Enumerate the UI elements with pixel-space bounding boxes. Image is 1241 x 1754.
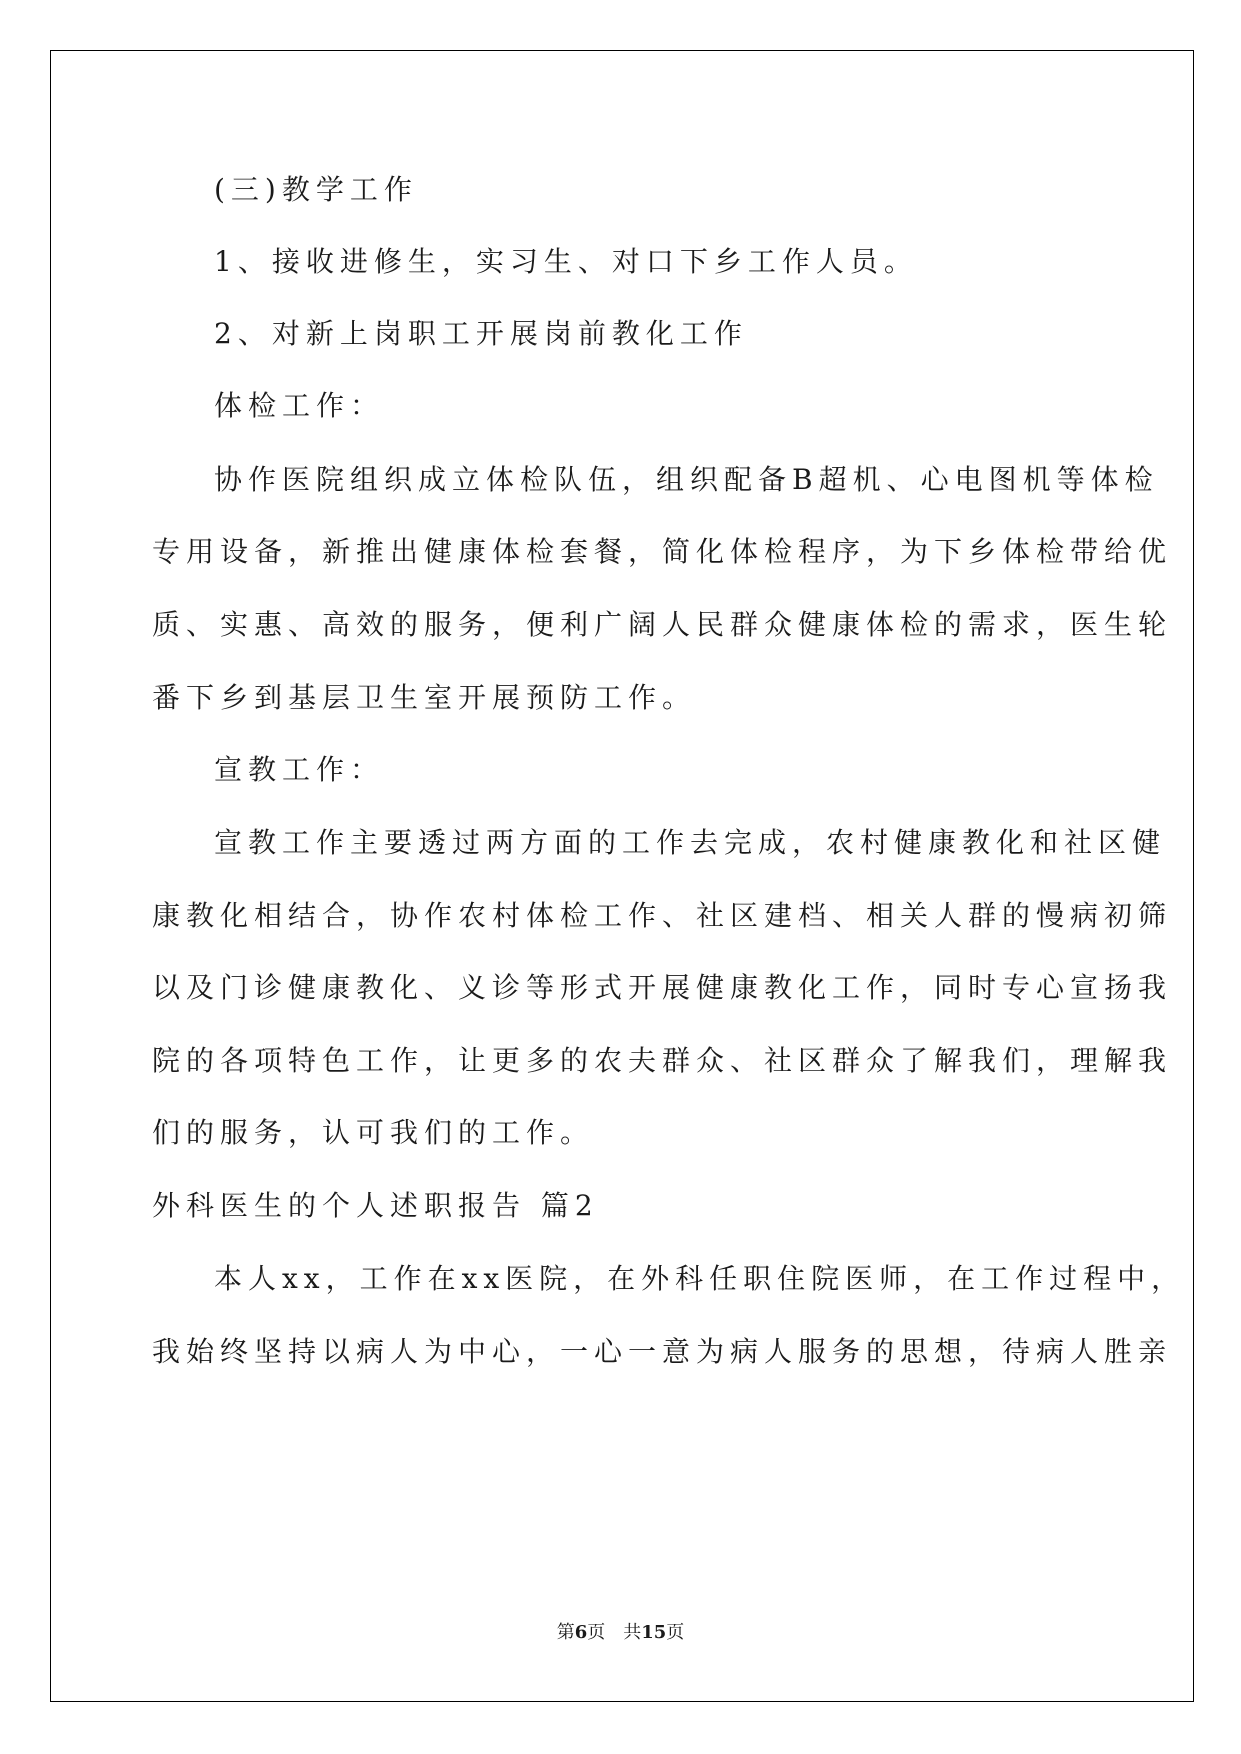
- checkup-paragraph-line: 专用设备，新推出健康体检套餐，简化体检程序，为下乡体检带给优: [152, 535, 1173, 568]
- teaching-item-2: 2、对新上岗职工开展岗前教化工作: [214, 317, 748, 350]
- education-paragraph-line: 以及门诊健康教化、义诊等形式开展健康教化工作，同时专心宣扬我: [152, 971, 1173, 1004]
- education-paragraph-line: 宣教工作主要透过两方面的工作去完成，农村健康教化和社区健: [214, 826, 1167, 859]
- page-border: [50, 50, 1194, 1702]
- article-title: 外科医生的个人述职报告 篇2: [152, 1189, 599, 1222]
- checkup-paragraph-line: 协作医院组织成立体检队伍，组织配备B超机、心电图机等体检: [214, 463, 1159, 496]
- education-paragraph-line: 们的服务，认可我们的工作。: [152, 1116, 595, 1149]
- education-paragraph-line: 康教化相结合，协作农村体检工作、社区建档、相关人群的慢病初筛: [152, 899, 1173, 932]
- section-heading-teaching: (三)教学工作: [214, 173, 418, 206]
- total-unit: 页: [666, 1622, 685, 1643]
- report-paragraph-line: 本人xx，工作在xx医院，在外科任职住院医师，在工作过程中，: [214, 1262, 1186, 1295]
- teaching-item-1: 1、接收进修生，实习生、对口下乡工作人员。: [214, 245, 918, 278]
- section-heading-checkup: 体检工作：: [214, 389, 385, 422]
- section-heading-education: 宣教工作：: [214, 753, 385, 786]
- total-page-number: 15: [641, 1622, 667, 1643]
- checkup-paragraph-line: 番下乡到基层卫生室开展预防工作。: [152, 681, 697, 714]
- education-paragraph-line: 院的各项特色工作，让更多的农夫群众、社区群众了解我们，理解我: [152, 1044, 1173, 1077]
- report-paragraph-line: 我始终坚持以病人为中心，一心一意为病人服务的思想，待病人胜亲: [152, 1335, 1173, 1368]
- checkup-paragraph-line: 质、实惠、高效的服务，便利广阔人民群众健康体检的需求，医生轮: [152, 608, 1173, 641]
- page-prefix: 第: [556, 1622, 575, 1643]
- current-page-number: 6: [574, 1622, 588, 1643]
- page-unit: 页: [587, 1622, 606, 1643]
- total-prefix: 共: [623, 1622, 642, 1643]
- page-footer: [0, 1621, 1241, 1645]
